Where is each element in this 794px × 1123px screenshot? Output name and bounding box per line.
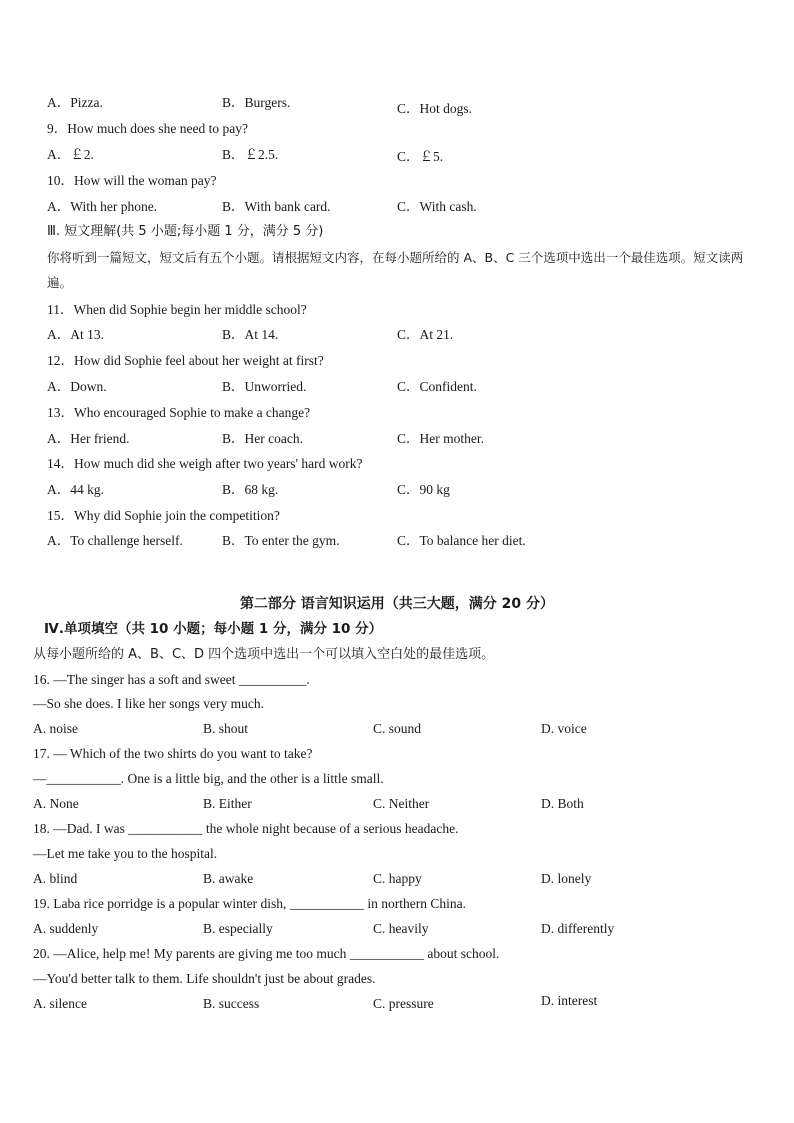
option-a: A. suddenly xyxy=(33,921,99,936)
option-d: D. Both xyxy=(541,796,584,811)
option-c: C．Her mother. xyxy=(397,431,484,446)
option-b: B. especially xyxy=(203,921,273,936)
question-9 xyxy=(0,118,794,140)
option-a: A. blind xyxy=(33,871,78,886)
option-c: C. Neither xyxy=(373,796,430,811)
q19-options xyxy=(0,918,794,940)
question-text: 19. Laba rice porridge is a popular winter dish, ___________ in northern China. xyxy=(33,896,467,911)
option-c: C. happy xyxy=(373,871,422,886)
q17-options xyxy=(0,793,794,815)
q16-options xyxy=(0,718,794,740)
option-c: C. heavily xyxy=(373,921,429,936)
section-3-title: Ⅲ. 短文理解(共 5 小题;每小题 1 分，满分 5 分) xyxy=(47,224,324,239)
option-b: B．Burgers. xyxy=(222,95,291,110)
option-a: A．￡2. xyxy=(47,147,94,162)
question-text: 16. —The singer has a soft and sweet __________. xyxy=(33,672,310,687)
q15-options xyxy=(0,530,794,552)
option-c: C．Confident. xyxy=(397,379,477,394)
option-c: C．￡5. xyxy=(397,149,444,164)
q14-options xyxy=(0,479,794,501)
question-text: 13．Who encouraged Sophie to make a change? xyxy=(47,405,311,420)
question-16 xyxy=(0,669,794,691)
question-17-reply xyxy=(0,768,794,790)
option-b: B．With bank card. xyxy=(222,199,331,214)
question-10 xyxy=(0,170,794,192)
option-a: A．Pizza. xyxy=(47,95,103,110)
question-15 xyxy=(0,505,794,527)
option-d: D. differently xyxy=(541,921,615,936)
option-c: C. sound xyxy=(373,721,422,736)
option-d: D. lonely xyxy=(541,871,592,886)
option-d: D. interest xyxy=(541,993,598,1008)
question-18-reply xyxy=(0,843,794,865)
option-b: B．￡2.5. xyxy=(222,147,279,162)
option-a: A．Down. xyxy=(47,379,107,394)
reply-text: —Let me take you to the hospital. xyxy=(33,846,218,861)
question-text: 12．How did Sophie feel about her weight at first? xyxy=(47,353,324,368)
q10-options xyxy=(0,196,794,218)
question-12 xyxy=(0,350,794,372)
question-text: 18. —Dad. I was ___________ the whole night because of a serious headache. xyxy=(33,821,459,836)
option-a: A. noise xyxy=(33,721,78,736)
option-b: B．68 kg. xyxy=(222,482,279,497)
question-20-reply xyxy=(0,968,794,990)
question-text: 10．How will the woman pay? xyxy=(47,173,217,188)
question-16-reply xyxy=(0,693,794,715)
question-20 xyxy=(0,943,794,965)
option-a: A. silence xyxy=(33,996,87,1011)
reply-text: —You'd better talk to them. Life shouldn't just be about grades. xyxy=(33,971,376,986)
question-text: 15．Why did Sophie join the competition? xyxy=(47,508,280,523)
option-d: D. voice xyxy=(541,721,587,736)
question-text: 9．How much does she need to pay? xyxy=(47,121,248,136)
section-3-instructions: 你将听到一篇短文，短文后有五个小题。请根据短文内容，在每小题所给的 A、B、C 三个选项中选出一个最佳选项。短文读两遍。 xyxy=(47,250,744,290)
question-11 xyxy=(0,299,794,321)
question-18 xyxy=(0,818,794,840)
option-b: B. shout xyxy=(203,721,249,736)
question-text: 11．When did Sophie begin her middle school? xyxy=(47,302,307,317)
option-a: A．To challenge herself. xyxy=(47,533,183,548)
option-a: A．Her friend. xyxy=(47,431,130,446)
question-13 xyxy=(0,402,794,424)
question-text: 17. — Which of the two shirts do you want to take? xyxy=(33,746,313,761)
part-2-title: 第二部分 语言知识运用（共三大题，满分 20 分） xyxy=(239,596,555,612)
option-a: A．With her phone. xyxy=(47,199,158,214)
option-b: B. Either xyxy=(203,796,252,811)
option-b: B．At 14. xyxy=(222,327,279,342)
q20-options xyxy=(0,993,794,1015)
question-text: 20. —Alice, help me! My parents are giving me too much ___________ about school. xyxy=(33,946,500,961)
section-4-instructions: 从每小题所给的 A、B、C、D 四个选项中选出一个可以填入空白处的最佳选项。 xyxy=(33,647,495,662)
option-b: B. success xyxy=(203,996,260,1011)
option-b: B．Her coach. xyxy=(222,431,303,446)
section-4-title: Ⅳ.单项填空（共 10 小题；每小题 1 分，满分 10 分） xyxy=(44,621,383,637)
option-b: B．To enter the gym. xyxy=(222,533,340,548)
question-text: 14．How much did she weigh after two years' hard work? xyxy=(47,456,363,471)
q18-options xyxy=(0,868,794,890)
option-a: A. None xyxy=(33,796,79,811)
option-a: A．At 13. xyxy=(47,327,104,342)
q12-options xyxy=(0,376,794,398)
option-c: C．90 kg xyxy=(397,482,450,497)
q13-options xyxy=(0,428,794,450)
option-b: B. awake xyxy=(203,871,254,886)
option-c: C. pressure xyxy=(373,996,434,1011)
question-17 xyxy=(0,743,794,765)
option-c: C．At 21. xyxy=(397,327,454,342)
reply-text: —So she does. I like her songs very much. xyxy=(33,696,264,711)
option-a: A．44 kg. xyxy=(47,482,104,497)
question-19 xyxy=(0,893,794,915)
q11-options xyxy=(0,324,794,346)
option-c: C．Hot dogs. xyxy=(397,101,473,116)
option-c: C．With cash. xyxy=(397,199,477,214)
q8-options xyxy=(0,92,794,114)
option-c: C．To balance her diet. xyxy=(397,533,526,548)
question-14 xyxy=(0,453,794,475)
q9-options xyxy=(0,144,794,166)
option-b: B．Unworried. xyxy=(222,379,307,394)
reply-text: —___________. One is a little big, and the other is a little small. xyxy=(33,771,384,786)
